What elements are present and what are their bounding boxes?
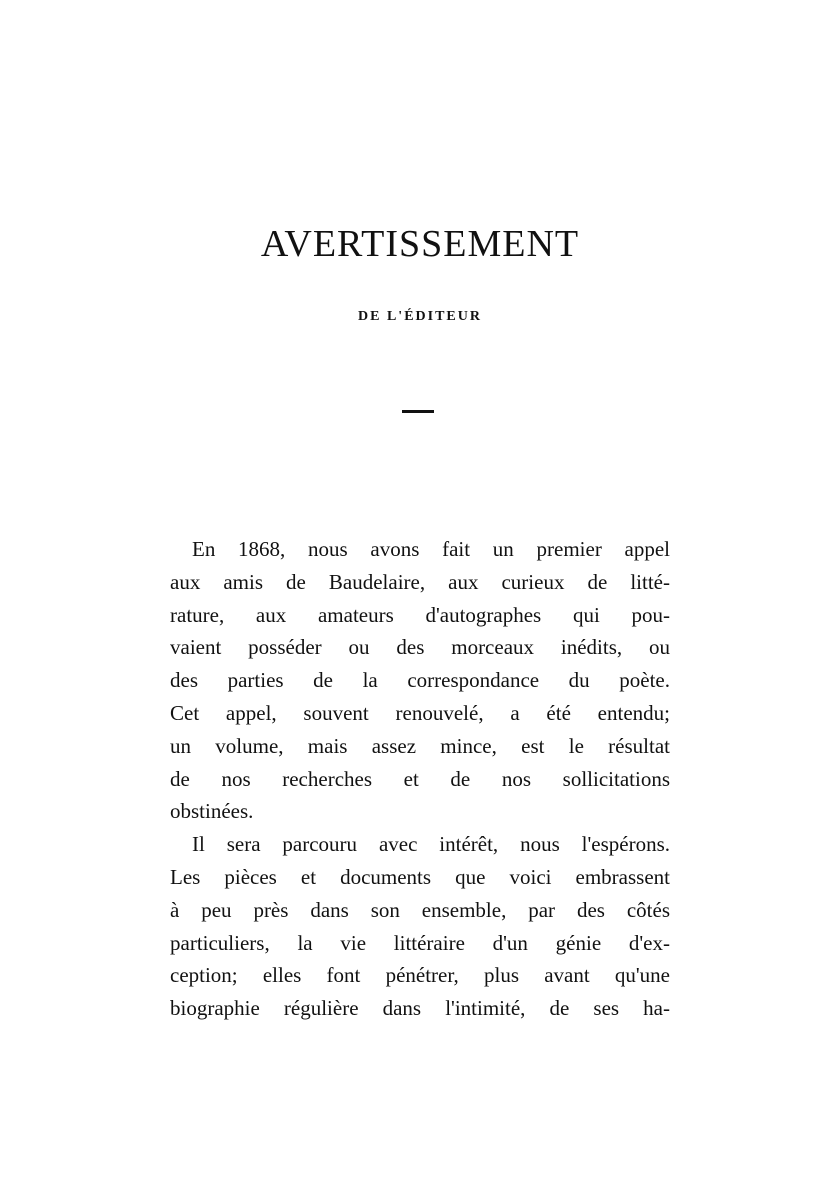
text-line: Il sera parcouru avec intérêt, nous l'espérons. xyxy=(192,832,670,857)
text-line: obstinées. xyxy=(170,799,254,824)
text-line: ception; elles font pénétrer, plus avant qu'une xyxy=(170,963,670,988)
text-line: aux amis de Baudelaire, aux curieux de litté- xyxy=(170,569,670,594)
text-line: rature, aux amateurs d'autographes qui pou- xyxy=(170,602,670,627)
text-line: à peu près dans son ensemble, par des côtés xyxy=(170,897,670,922)
page-title: AVERTISSEMENT xyxy=(260,223,580,265)
text-line: des parties de la correspondance du poète. xyxy=(170,668,670,693)
text-line: particuliers, la vie littéraire d'un génie d'ex- xyxy=(170,930,670,955)
text-line: de nos recherches et de nos sollicitations xyxy=(170,766,670,791)
text-line: biographie régulière dans l'intimité, de ses ha- xyxy=(170,996,670,1021)
text-line: un volume, mais assez mince, est le résultat xyxy=(170,733,670,758)
text-line: vaient posséder ou des morceaux inédits, ou xyxy=(170,635,670,660)
page-subtitle: DE L'ÉDITEUR xyxy=(358,309,482,324)
text-line: En 1868, nous avons fait un premier appel xyxy=(192,537,670,561)
body-text xyxy=(170,533,670,1025)
text-line: Cet appel, souvent renouvelé, a été entendu; xyxy=(170,700,670,725)
separator-rule xyxy=(402,410,434,413)
text-line: Les pièces et documents que voici embrassent xyxy=(170,864,670,889)
